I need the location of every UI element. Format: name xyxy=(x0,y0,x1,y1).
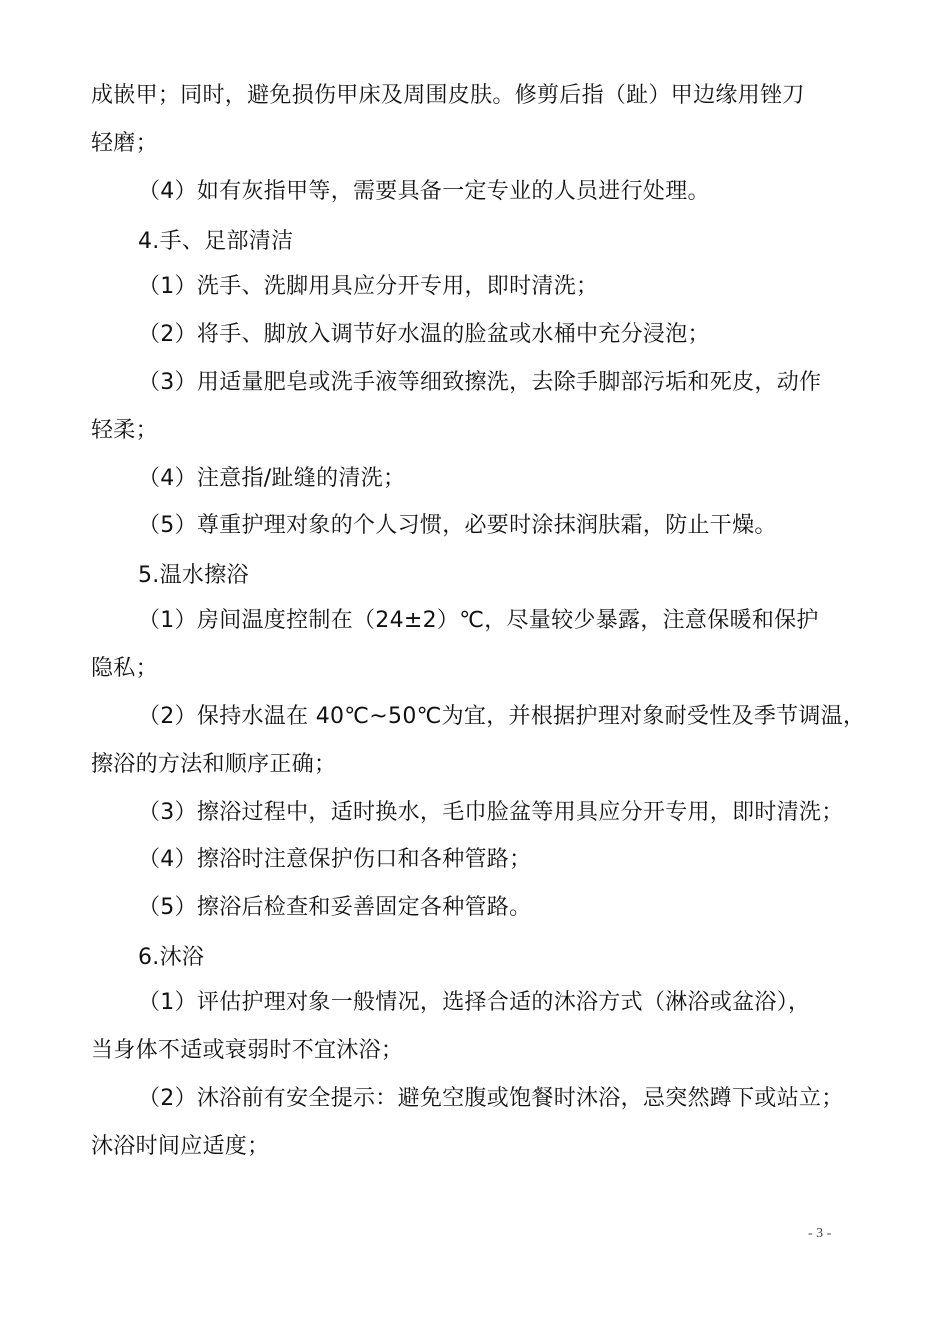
paragraph-line: （2）沐浴前有安全提示：避免空腹或饱餐时沐浴，忌突然蹲下或站立； xyxy=(138,1086,844,1111)
paragraph-line: 沐浴时间应适度； xyxy=(91,1134,270,1159)
section-heading: 4.手、足部清洁 xyxy=(138,229,294,254)
paragraph-line: （1）评估护理对象一般情况，选择合适的沐浴方式（淋浴或盆浴）， xyxy=(138,990,811,1015)
paragraph-line: （4）注意指/趾缝的清洗； xyxy=(138,466,406,491)
paragraph-line: 轻柔； xyxy=(91,418,158,443)
paragraph-line: （5）尊重护理对象的个人习惯，必要时涂抹润肤霜，防止干燥。 xyxy=(138,513,777,538)
paragraph-line: （1）洗手、洗脚用具应分开专用，即时清洗； xyxy=(138,274,599,299)
page-number: - 3 - xyxy=(808,1226,832,1241)
paragraph-line: 擦浴的方法和顺序正确； xyxy=(91,752,337,777)
paragraph-line: （4）如有灰指甲等，需要具备一定专业的人员进行处理。 xyxy=(138,179,710,204)
section-heading: 6.沐浴 xyxy=(138,945,205,970)
paragraph-line: 成嵌甲；同时，避免损伤甲床及周围皮肤。修剪后指（趾）甲边缘用锉刀 xyxy=(91,83,805,108)
paragraph-line: （2）保持水温在 40℃~50℃为宜，并根据护理对象耐受性及季节调温， xyxy=(138,704,866,729)
paragraph-line: 轻磨； xyxy=(91,131,158,156)
paragraph-line: （1）房间温度控制在（24±2）℃，尽量较少暴露，注意保暖和保护 xyxy=(138,608,819,633)
section-heading: 5.温水擦浴 xyxy=(138,563,249,588)
paragraph-line: （5）擦浴后检查和妥善固定各种管路。 xyxy=(138,895,532,920)
paragraph-line: （2）将手、脚放入调节好水温的脸盆或水桶中充分浸泡； xyxy=(138,322,710,347)
paragraph-line: 当身体不适或衰弱时不宜沐浴； xyxy=(91,1038,404,1063)
paragraph-line: （3）擦浴过程中，适时换水，毛巾脸盆等用具应分开专用，即时清洗； xyxy=(138,800,844,825)
paragraph-line: 隐私； xyxy=(91,656,158,681)
paragraph-line: （3）用适量肥皂或洗手液等细致擦洗，去除手脚部污垢和死皮，动作 xyxy=(138,370,822,395)
paragraph-line: （4）擦浴时注意保护伤口和各种管路； xyxy=(138,847,532,872)
